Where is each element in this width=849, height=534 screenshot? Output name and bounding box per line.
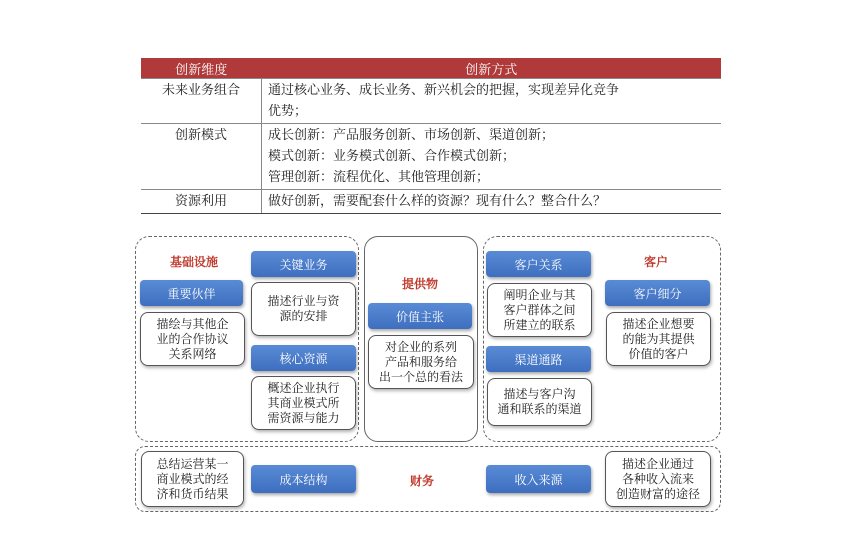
channels-desc	[487, 378, 592, 426]
desc-line: 需资源与能力	[267, 410, 340, 425]
desc-line: 描述企业想要	[622, 316, 695, 331]
value-proposition-box: 价值主张	[368, 303, 472, 329]
header-dimension: 创新维度	[141, 58, 262, 79]
method-line: 做好创新，需要配套什么样的资源？现有什么？整合什么？	[268, 194, 607, 209]
value-proposition-desc	[368, 335, 474, 389]
desc-line: 价值的客户	[628, 346, 689, 361]
method-line: 成长创新：产品服务创新、市场创新、渠道创新；	[268, 128, 555, 143]
customer-segments-desc	[606, 312, 711, 366]
key-partners-box: 重要伙伴	[140, 280, 243, 306]
desc-line: 客户群体之间	[503, 302, 576, 317]
desc-line: 源的安排	[279, 309, 328, 323]
infrastructure-title: 基础设施	[169, 255, 218, 269]
row-method	[262, 79, 722, 124]
channels-box: 渠道通路	[486, 346, 591, 372]
customer-segments-box: 客户细分	[605, 280, 710, 306]
desc-line: 描述企业通过	[621, 456, 694, 471]
key-activities-box: 关键业务	[251, 251, 356, 277]
desc-line: 的能为其提供	[622, 331, 695, 346]
key-resources-box: 核心资源	[251, 345, 356, 371]
revenue-streams-desc	[605, 451, 711, 507]
row-method	[262, 124, 722, 190]
desc-line: 产品和服务给	[384, 354, 457, 369]
method-line: 通过核心业务、成长业务、新兴机会的把握，实现差异化竞争	[268, 83, 620, 98]
customer-title: 客户	[643, 255, 668, 269]
customer-relationship-box: 客户关系	[486, 251, 591, 277]
desc-line: 总结运营某一	[156, 456, 229, 471]
desc-line: 创造财富的途径	[615, 486, 700, 501]
key-activities-desc	[251, 282, 356, 336]
cost-structure-box: 成本结构	[251, 465, 356, 493]
offering-title: 提供物	[401, 277, 438, 291]
desc-line: 各种收入流来	[621, 471, 694, 486]
desc-line: 出一个总的看法	[378, 369, 463, 384]
key-partners-desc	[140, 312, 245, 366]
desc-line: 济和货币结果	[156, 486, 229, 501]
desc-line: 描述与客户沟	[503, 387, 576, 401]
cost-structure-desc	[141, 451, 244, 507]
desc-line: 业的合作协议	[156, 331, 229, 346]
desc-line: 对企业的系列	[384, 339, 457, 354]
method-line: 模式创新：业务模式创新、合作模式创新；	[268, 149, 516, 164]
row-dimension: 资源利用	[141, 190, 262, 214]
desc-line: 所建立的联系	[503, 317, 576, 332]
header-method: 创新方式	[262, 58, 722, 79]
method-line: 管理创新：流程优化、其他管理创新；	[268, 170, 490, 185]
table-row	[141, 190, 721, 214]
desc-line: 商业模式的经	[156, 471, 229, 486]
desc-line: 阐明企业与其	[503, 287, 576, 302]
desc-line: 关系网络	[168, 346, 217, 361]
row-method	[262, 190, 722, 214]
table-row	[141, 79, 721, 124]
desc-line: 描绘与其他企	[156, 316, 229, 331]
innovation-table	[141, 58, 721, 214]
table-row	[141, 124, 721, 190]
customer-relationship-desc	[487, 283, 592, 337]
row-dimension: 创新模式	[141, 124, 262, 190]
row-dimension: 未来业务组合	[141, 79, 262, 124]
desc-line: 描述行业与资	[267, 294, 340, 308]
desc-line: 概述企业执行	[267, 380, 340, 395]
desc-line: 通和联系的渠道	[497, 402, 582, 416]
key-resources-desc	[251, 376, 356, 430]
table-header-row	[141, 58, 721, 79]
revenue-streams-box: 收入来源	[486, 465, 591, 493]
desc-line: 其商业模式所	[267, 395, 340, 410]
method-line: 优势；	[268, 104, 308, 119]
finance-title: 财务	[409, 474, 434, 488]
